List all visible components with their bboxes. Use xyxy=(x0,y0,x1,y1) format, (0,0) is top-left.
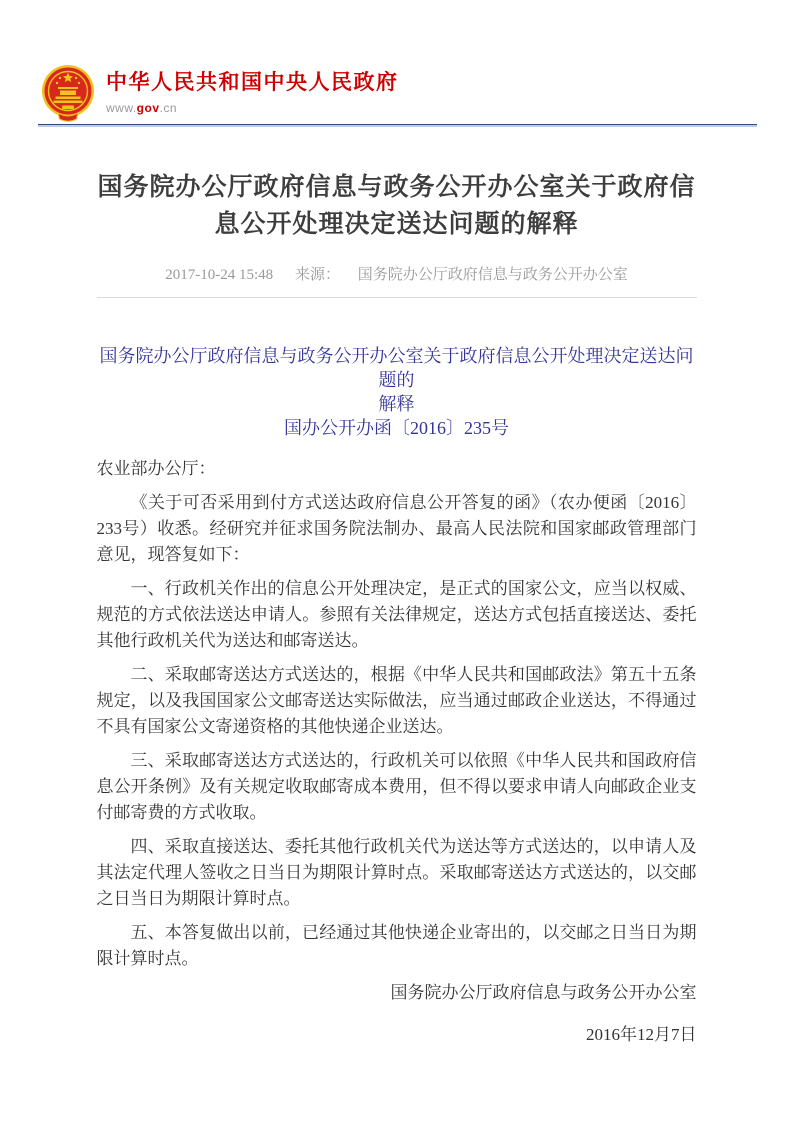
brand-text xyxy=(106,64,399,115)
paragraph-item-4: 四、采取直接送达、委托其他行政机关代为送达等方式送达的，以申请人及其法定代理人签收之日当日为期限计算时点。采取邮寄送达方式送达的，以交邮之日当日为期限计算时点。 xyxy=(96,837,697,908)
gov-logo-link[interactable] xyxy=(40,64,460,122)
article-title xyxy=(0,169,793,243)
article-body xyxy=(97,344,697,1048)
url-www: www. xyxy=(106,101,137,115)
article-meta xyxy=(0,263,793,284)
article-title-line: 国务院办公厅政府信息与政务公开办公室关于政府信 xyxy=(97,174,696,201)
url-gov: gov xyxy=(136,101,160,115)
signature: 国务院办公厅政府信息与政务公开办公室 xyxy=(390,983,697,1002)
paragraph-item-5: 五、本答复做出以前，已经通过其他快递企业寄出的，以交邮之日当日为期限计算时点。 xyxy=(96,923,697,968)
document-number: 国办公开办函〔2016〕235号 xyxy=(284,418,509,438)
article-title-line: 息公开处理决定送达问题的解释 xyxy=(214,211,579,238)
site-header xyxy=(0,0,793,122)
national-emblem-icon xyxy=(40,64,96,122)
paragraph-intro: 《关于可否采用到付方式送达政府信息公开答复的函》（农办便函〔2016〕233号）收悉。经研究并征求国务院法制办、最高人民法院和国家邮政管理部门意见，现答复如下： xyxy=(96,493,697,564)
salutation: 农业部办公厅： xyxy=(96,459,216,478)
site-name: 中华人民共和国中央人民政府 xyxy=(106,71,399,94)
document-heading-line: 国务院办公厅政府信息与政务公开办公室关于政府信息公开处理决定送达问题的 xyxy=(99,346,694,390)
header-rule xyxy=(38,124,757,127)
source-label: 来源： xyxy=(294,267,340,283)
article-datetime: 2017-10-24 15:48 xyxy=(165,267,274,283)
document-heading xyxy=(97,344,697,440)
document-heading-line: 解释 xyxy=(378,394,415,414)
source-name: 国务院办公厅政府信息与政务公开办公室 xyxy=(357,267,628,283)
paragraph-item-1: 一、行政机关作出的信息公开处理决定，是正式的国家公文，应当以权威、规范的方式依法送达申请人。参照有关法律规定，送达方式包括直接送达、委托其他行政机关代为送达和邮寄送达。 xyxy=(96,579,697,650)
url-cn: .cn xyxy=(159,101,178,115)
paragraph-item-2: 二、采取邮寄送达方式送达的，根据《中华人民共和国邮政法》第五十五条规定，以及我国国家公文邮寄送达实际做法，应当通过邮政企业送达，不得通过不具有国家公文寄递资格的其他快递企业送达。 xyxy=(96,665,697,736)
meta-divider xyxy=(97,297,697,298)
site-url xyxy=(106,101,399,115)
paragraph-item-3: 三、采取邮寄送达方式送达的，行政机关可以依照《中华人民共和国政府信息公开条例》及有关规定收取邮寄成本费用，但不得以要求申请人向邮政企业支付邮寄费的方式收取。 xyxy=(96,751,697,822)
document-date: 2016年12月7日 xyxy=(586,1025,697,1044)
